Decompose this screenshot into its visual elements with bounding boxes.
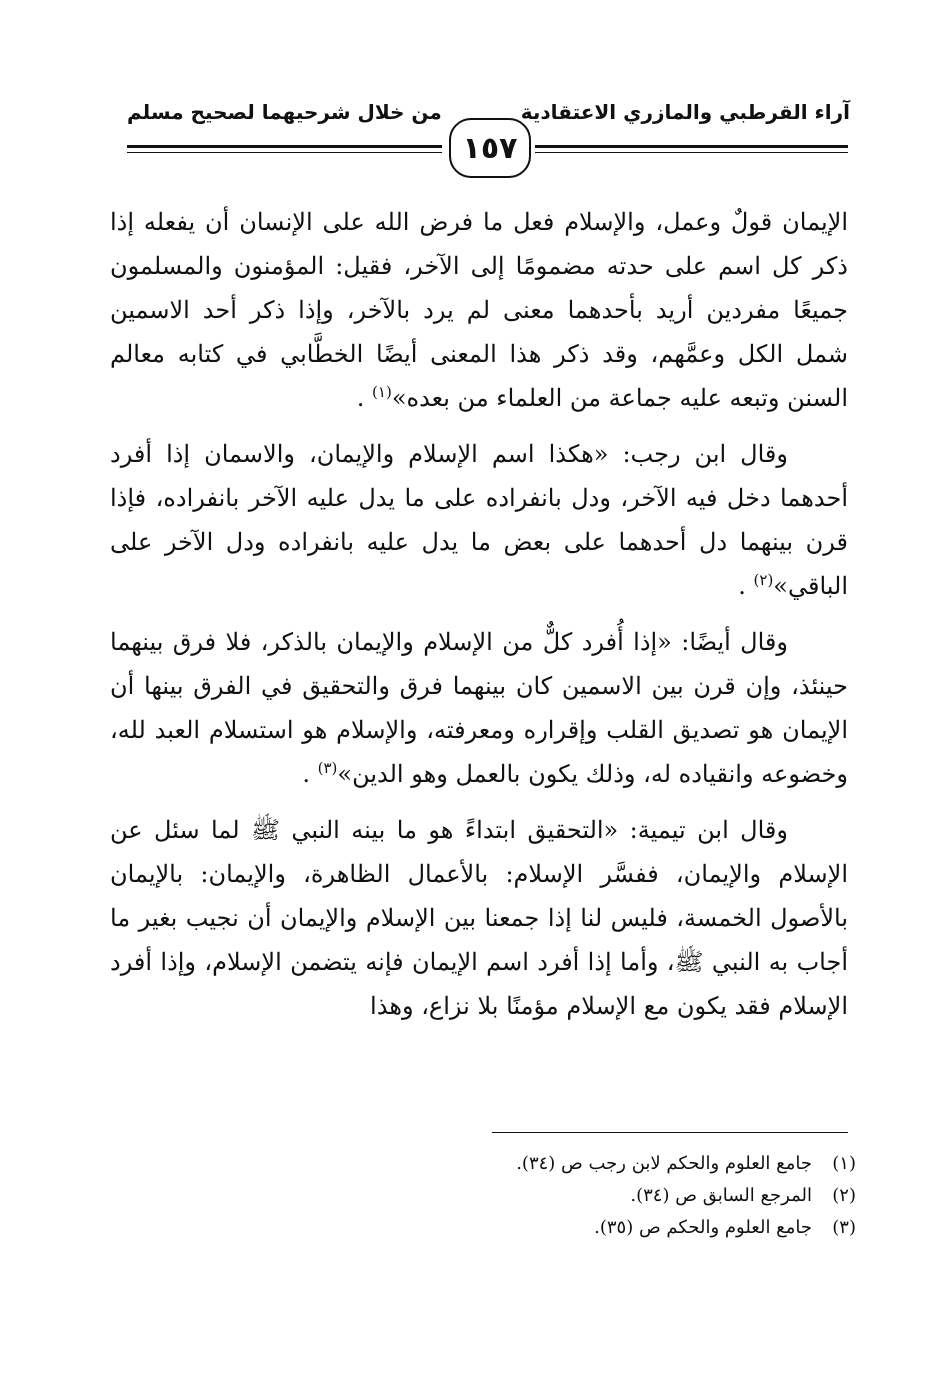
footnote-text: جامع العلوم والحكم ص (٣٥). xyxy=(594,1217,812,1238)
footnote-number: (١) xyxy=(832,1153,856,1174)
running-title-book: آراء القرطبي والمازري الاعتقادية xyxy=(520,100,850,124)
paragraph xyxy=(110,808,848,1028)
paragraph-text: وقال ابن رجب: «هكذا اسم الإسلام والإيمان، والاسمان إذا أفرد أحدهما دخل فيه الآخر، ودل بانفراده على ما يدل عليه الآخر بانفراده، فإذا قرن بينهما دل أحدهما على بعض ما يدل عليه بانفراده ودل الآخر على الباقي» xyxy=(110,440,848,600)
footnote-ref: (٣) xyxy=(317,759,338,777)
paragraph xyxy=(110,200,848,420)
footnote-number: (٣) xyxy=(832,1217,856,1238)
paragraph xyxy=(110,620,848,796)
footnote-number: (٢) xyxy=(832,1185,856,1206)
footnote-ref: (١) xyxy=(372,383,392,401)
footnote-text: جامع العلوم والحكم لابن رجب ص (٣٤). xyxy=(516,1153,812,1174)
header-rule-left xyxy=(127,145,442,153)
footnote xyxy=(256,1148,856,1180)
footnote xyxy=(256,1212,856,1244)
footnote-ref: (٢) xyxy=(753,571,774,589)
main-text xyxy=(110,200,848,1040)
paragraph-tail: . xyxy=(302,760,318,788)
paragraph-text: الإيمان قولٌ وعمل، والإسلام فعل ما فرض الله على الإنسان أن يفعله إذا ذكر كل اسم على حدته مضمومًا إلى الآخر، فقيل: المؤمنون والمسلمون جميعًا مفردين أريد بأحدهما معنى لم يرد بالآخر، وإذا ذكر أحد الاسمين شمل الكل وعمَّهم، وقد ذكر هذا المعنى أيضًا الخطَّابي في كتابه معالم السنن وتبعه عليه جماعة من العلماء من بعده» xyxy=(110,208,848,412)
header-rule-right xyxy=(535,145,848,153)
page-number-text: ١٥٧ xyxy=(462,130,518,166)
paragraph-text: وقال أيضًا: «إذا أُفرد كلٌّ من الإسلام والإيمان بالذكر، فلا فرق بينهما حينئذ، وإن قرن بين الاسمين كان بينهما فرق والتحقيق في الفرق بينها أن الإيمان هو تصديق القلب وإقراره ومعرفته، والإسلام هو استسلام العبد لله، وخضوعه وانقياده له، وذلك يكون بالعمل وهو الدين» xyxy=(110,628,848,788)
footnote-separator xyxy=(492,1132,848,1133)
paragraph-tail: . xyxy=(356,384,373,412)
footnote xyxy=(256,1180,856,1212)
paragraph xyxy=(110,432,848,608)
page-number xyxy=(449,118,531,178)
footnote-text: المرجع السابق ص (٣٤). xyxy=(630,1185,812,1206)
paragraph-tail: . xyxy=(738,572,754,600)
paragraph-text: وقال ابن تيمية: «التحقيق ابتداءً هو ما بينه النبي ﷺ لما سئل عن الإسلام والإيمان، ففسَّر الإسلام: بالأعمال الظاهرة، والإيمان: بالإيمان بالأصول الخمسة، فليس لنا إذا جمعنا بين الإسلام والإيمان أن نجيب بغير ما أجاب به النبي ﷺ، وأما إذا أفرد اسم الإيمان فإنه يتضمن الإسلام، وإذا أفرد الإسلام فقد يكون مع الإسلام مؤمنًا بلا نزاع، وهذا xyxy=(110,816,848,1020)
footnotes xyxy=(256,1148,856,1244)
running-title-subtitle: من خلال شرحيهما لصحيح مسلم xyxy=(127,100,442,124)
